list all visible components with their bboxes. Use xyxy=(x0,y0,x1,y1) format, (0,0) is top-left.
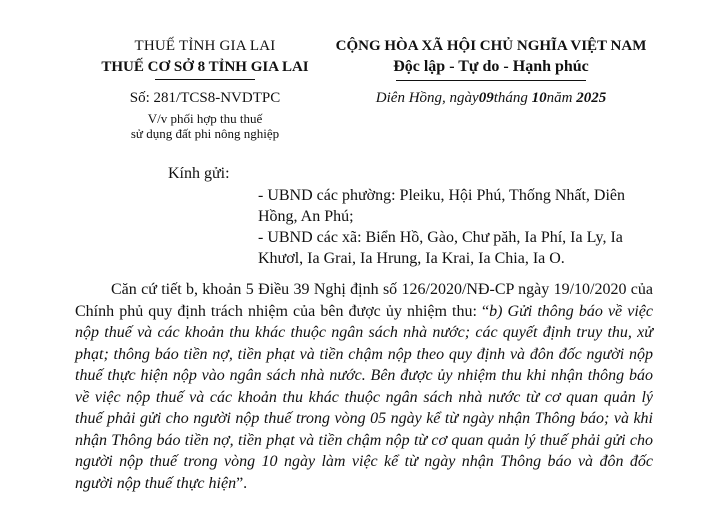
body-outro: ”. xyxy=(236,474,248,492)
place-date xyxy=(318,90,664,107)
document-subject xyxy=(70,111,340,141)
document-number xyxy=(70,90,340,107)
doc-number-value: 281 xyxy=(153,90,177,106)
date-month: 10 xyxy=(531,90,547,106)
place-name: Diên Hồng, ngày xyxy=(375,90,479,106)
subject-line-1: V/v phối hợp thu thuế xyxy=(147,111,263,126)
recipient-item-communes: - UBND các xã: Biển Hồ, Gào, Chư păh, Ia Phí, Ia Ly, Ia Khươl, Ia Grai, Ia Hrung, Ia Krai, Ia Chia, Ia O. xyxy=(258,229,623,267)
doc-number-suffix: /TCS8-NVDTPC xyxy=(176,90,281,106)
body-paragraph xyxy=(75,279,653,494)
agency-name: THUẾ CƠ SỞ 8 TỈNH GIA LAI xyxy=(101,59,309,75)
recipients-list xyxy=(258,185,653,269)
nation-title: CỘNG HÒA XÃ HỘI CHỦ NGHĨA VIỆT NAM xyxy=(335,38,647,54)
motto: Độc lập - Tự do - Hạnh phúc xyxy=(393,58,589,75)
motto-underline xyxy=(396,80,586,81)
agency-parent: THUẾ TỈNH GIA LAI xyxy=(134,38,276,54)
body-intro: Căn cứ tiết b, khoản 5 Điều 39 Nghị định số 126/2020/NĐ-CP ngày 19/10/2020 của Chính phủ quy định trách nhiệm của bên được ủy nhiệm thu: “ xyxy=(75,281,653,320)
recipient-item-wards: - UBND các phường: Pleiku, Hội Phú, Thống Nhất, Diên Hồng, An Phú; xyxy=(258,187,626,225)
year-label: năm xyxy=(546,90,573,106)
date-year: 2025 xyxy=(576,90,607,106)
agency-underline xyxy=(155,79,255,80)
subject-line-2: sử dụng đất phi nông nghiệp xyxy=(130,126,280,141)
doc-number-prefix: Số: xyxy=(129,90,154,106)
month-label: tháng xyxy=(493,90,528,106)
body-quote: b) Gửi thông báo về việc nộp thuế và các khoản thu khác thuộc ngân sách nhà nước; các quyết định truy thu, xử phạt; thông báo tiền nợ, tiền phạt và tiền chậm nộp theo quy định và đôn đốc người nộp thuế thực hiện nộp vào ngân sách nhà nước. Bên được ủy nhiệm thu khi nhận thông báo về việc nộp thuế và các khoản thu khác thuộc ngân sách nhà nước từ cơ quan quản lý thuế phải gửi cho người nộp thuế trong vòng 05 ngày kể từ ngày nhận Thông báo; và khi nhận Thông báo tiền nợ, tiền phạt và tiền chậm nộp từ cơ quan quản lý thuế phải gửi cho người nộp thuế trong vòng 10 ngày làm việc kể từ ngày nhận Thông báo và đôn đốc người nộp thuế thực hiện xyxy=(75,302,653,492)
date-day: 09 xyxy=(478,90,494,106)
recipients-heading: Kính gửi: xyxy=(168,165,230,182)
